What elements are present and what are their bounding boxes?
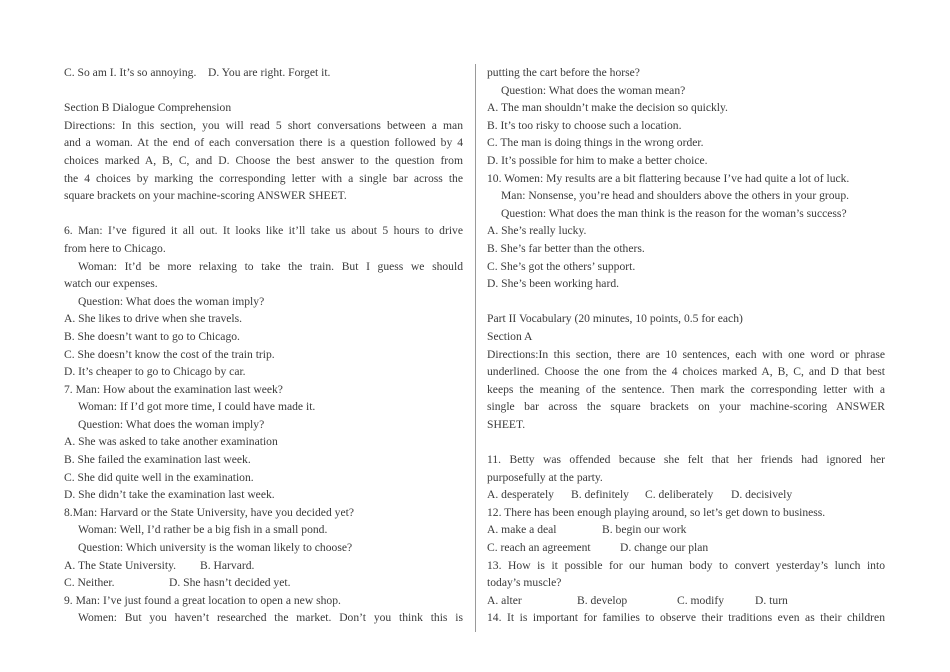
q11-stem-line: purposefully at the party.: [487, 470, 603, 484]
q10-option: A. She’s really lucky.: [487, 224, 587, 238]
q6-man-line: from here to Chicago.: [64, 241, 166, 255]
section-a-title: Section A: [487, 329, 533, 343]
q9-continuation: putting the cart before the horse?: [487, 66, 640, 79]
q13-option: B. develop: [577, 593, 628, 607]
q10-option: D. She’s been working hard.: [487, 277, 620, 291]
q12-option: C. reach an agreement: [487, 541, 591, 555]
q11-stem-line: 11. Betty was offended because she felt that her friends had ignored her: [487, 453, 885, 467]
q6-option: D. It’s cheaper to go to Chicago by car.: [64, 365, 246, 379]
q7-woman-line: Woman: If I’d got more time, I could have made it.: [78, 400, 316, 414]
q8-option: B. Harvard.: [200, 558, 255, 572]
directions-line: the 4 choices by marking the corresponding letter with a single bar across the: [64, 171, 463, 185]
q13-option: D. turn: [755, 593, 788, 607]
q13-option: A. alter: [487, 593, 522, 607]
left-column: [64, 64, 463, 627]
q5-option-d: D. You are right. Forget it.: [207, 66, 331, 79]
q6-option: C. She doesn’t know the cost of the train trip.: [64, 347, 275, 361]
q12-option: B. begin our work: [602, 523, 687, 537]
q7-option: C. She did quite well in the examination.: [64, 470, 254, 484]
q10-question: Question: What does the man think is the reason for the woman’s success?: [501, 206, 847, 220]
q7-option: D. She didn’t take the examination last week.: [64, 488, 275, 502]
q13-option: C. modify: [677, 593, 725, 607]
q13-stem-line: 13. How is it possible for our human body to convert yesterday’s lunch into: [487, 558, 885, 572]
q8-option: A. The State University.: [64, 558, 177, 572]
q9-option: C. The man is doing things in the wrong order.: [487, 136, 704, 150]
q6-question: Question: What does the woman imply?: [78, 294, 265, 308]
q10-woman-line: 10. Women: My results are a bit flattering because I’ve had quite a lot of luck.: [487, 171, 850, 185]
directions-line: choices marked A, B, C, and D. Choose the best answer to the question from: [64, 153, 463, 167]
q6-woman-line: Woman: It’d be more relaxing to take the train. But I guess we should: [78, 259, 463, 273]
directions-line: Directions:In this section, there are 10 sentences, each with one word or phrase: [487, 347, 885, 361]
q12-option: D. change our plan: [620, 541, 709, 555]
q11-option: A. desperately: [487, 488, 554, 502]
q9-option: D. It’s possible for him to make a better choice.: [487, 153, 708, 167]
q11-option: C. deliberately: [645, 488, 714, 502]
q12-options-cd: [487, 539, 885, 557]
q5-option-c: C. So am I. It’s so annoying.: [64, 66, 197, 79]
q8-question: Question: Which university is the woman likely to choose?: [78, 541, 353, 555]
q10-option: B. She’s far better than the others.: [487, 241, 645, 255]
q6-option: B. She doesn’t want to go to Chicago.: [64, 329, 240, 343]
q7-man-line: 7. Man: How about the examination last week?: [64, 382, 283, 396]
q6-man-line: 6. Man: I’ve figured it all out. It looks like it’ll take us about 5 hours to drive: [64, 224, 463, 238]
q6-option: A. She likes to drive when she travels.: [64, 312, 243, 326]
directions-line: single bar across the square brackets on your machine-scoring ANSWER: [487, 400, 885, 414]
q8-option: C. Neither.: [64, 576, 115, 590]
q9-question: Question: What does the woman mean?: [501, 83, 686, 97]
section-b-title: Section B Dialogue Comprehension: [64, 101, 232, 115]
q12-option: A. make a deal: [487, 523, 557, 537]
q11-option: D. decisively: [731, 488, 793, 502]
directions-line: and a woman. At the end of each conversation there is a question followed by 4: [64, 136, 463, 150]
q8-option: D. She hasn’t decided yet.: [169, 576, 291, 590]
q5-options-cd: [64, 64, 463, 82]
right-column: [487, 64, 885, 627]
q7-option: A. She was asked to take another examination: [64, 435, 278, 449]
q10-option: C. She’s got the others’ support.: [487, 259, 636, 273]
q14-stem: 14. It is important for families to observe their traditions even as their children: [487, 611, 885, 625]
q11-options: [487, 486, 885, 504]
part2-title: Part II Vocabulary (20 minutes, 10 points, 0.5 for each): [487, 312, 743, 326]
directions-line: Directions: In this section, you will read 5 short conversations between a man: [64, 118, 463, 132]
directions-line: square brackets on your machine-scoring ANSWER SHEET.: [64, 189, 347, 203]
q6-woman-line: watch our expenses.: [64, 277, 158, 291]
q11-option: B. definitely: [571, 488, 629, 502]
column-divider: [475, 64, 476, 632]
q8-man-line: 8.Man: Harvard or the State University, have you decided yet?: [64, 505, 354, 519]
q8-options-ab: [64, 557, 463, 575]
q7-question: Question: What does the woman imply?: [78, 417, 265, 431]
q10-man-line: Man: Nonsense, you’re head and shoulders above the others in your group.: [501, 189, 850, 203]
q13-stem-line: today’s muscle?: [487, 576, 562, 590]
q9-man-line: 9. Man: I’ve just found a great location to open a new shop.: [64, 593, 341, 607]
q9-option: A. The man shouldn’t make the decision so quickly.: [487, 101, 728, 115]
directions-line: underlined. Choose the one from the 4 choices marked A, B, C, and D that best: [487, 365, 885, 379]
q13-options: [487, 592, 885, 610]
directions-line: SHEET.: [487, 417, 526, 431]
q8-options-cd: [64, 574, 463, 592]
directions-line: keeps the meaning of the sentence. Then mark the corresponding letter with a: [487, 382, 885, 396]
q9-option: B. It’s too risky to choose such a location.: [487, 118, 682, 132]
q7-option: B. She failed the examination last week.: [64, 453, 251, 467]
q9-woman-line: Women: But you haven’t researched the market. Don’t you think this is: [78, 611, 463, 625]
q12-options-ab: [487, 521, 885, 539]
q12-stem: 12. There has been enough playing around, so let’s get down to business.: [487, 505, 826, 519]
q8-woman-line: Woman: Well, I’d rather be a big fish in a small pond.: [78, 523, 328, 537]
